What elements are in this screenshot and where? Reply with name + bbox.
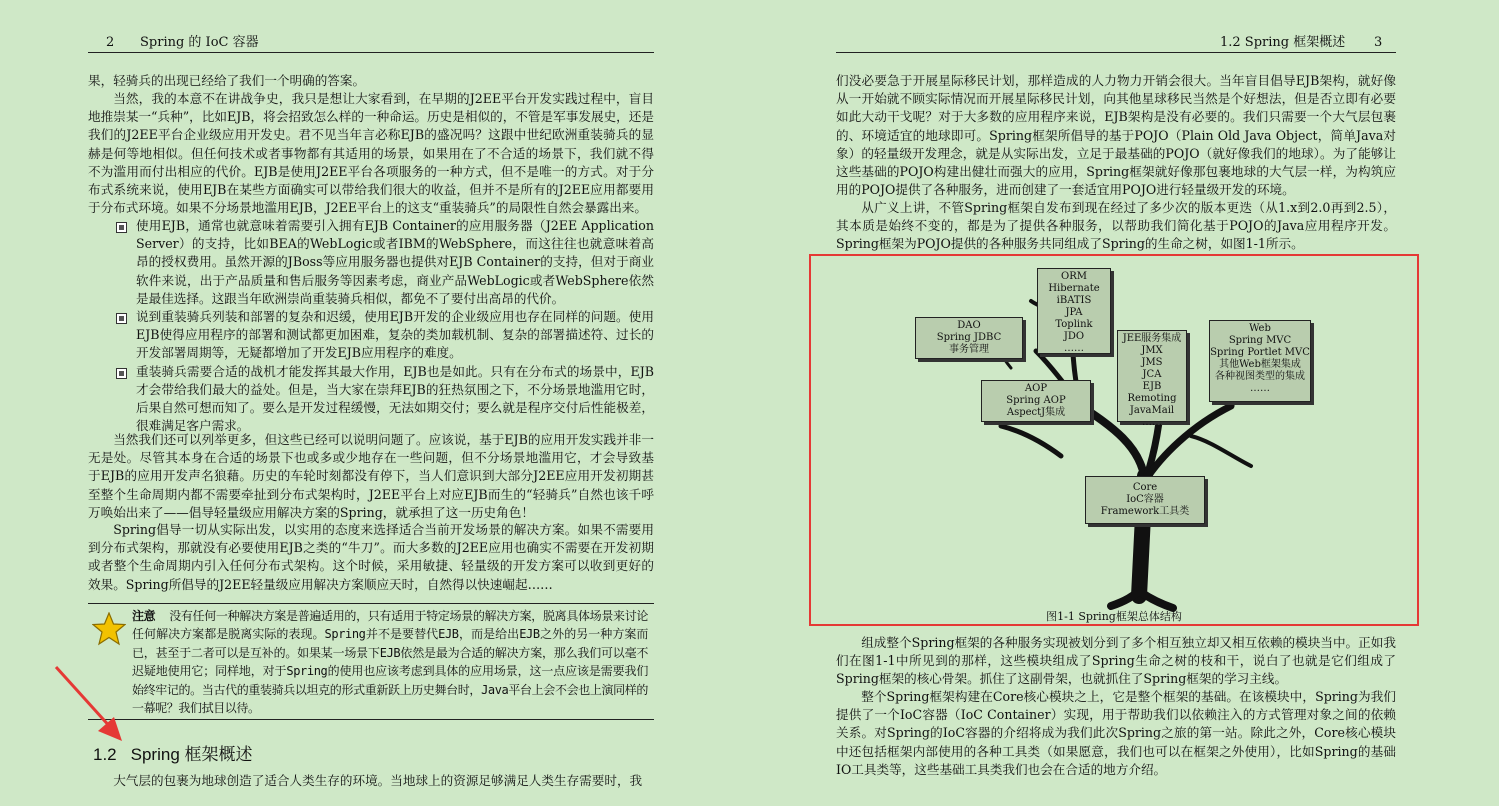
aop-module: AOP Spring AOP AspectJ集成 — [981, 380, 1091, 422]
bullet-icon — [116, 313, 127, 324]
paragraph: 组成整个Spring框架的各种服务实现被划分到了多个相互独立却又相互依赖的模块当中。正如我们在图1-1中所见到的那样，这些模块组成了Spring生命之树的枝和干，说白了也就是它们组成了Spring框架的核心骨架。抓住了这副骨架，也就抓住了Spring框架的学习主线。 — [836, 635, 1396, 687]
figure-caption: 图1-1 Spring框架总体结构 — [1046, 610, 1182, 623]
bullet-icon — [116, 368, 127, 379]
paragraph: 整个Spring框架构建在Core核心模块之上，它是整个框架的基础。在该模块中，Spring为我们提供了一个IoC容器（IoC Container）实现，用于帮助我们以依赖注入的方式管理对象之间的依赖关系。对Spring的IoC容器的介绍将成为我们此次Spring之旅的第一站。除此之外，Core核心模块中还包括框架内部使用的各种工具类（如果愿意，我们也可以在框架之外使用），比如Spring的基础IO工具类等，这些基础工具类我们也会在合适的地方介绍。 — [836, 689, 1396, 777]
spring-architecture-figure — [809, 254, 1419, 626]
list-item: 说到重装骑兵列装和部署的复杂和迟缓，使用EJB开发的企业级应用也存在同样的问题。使用EJB使得应用程序的部署和测试都更加困难，复杂的类加载机制、复杂的部署描述符、过长的开发部署周期等，无疑都增加了开发EJB应用程序的难度。 — [110, 308, 654, 363]
jee-module: JEE服务集成 JMX JMS JCA EJB Remoting JavaMail …… — [1117, 330, 1187, 422]
red-arrow-icon — [50, 665, 130, 745]
paragraph: 当然我们还可以列举更多，但这些已经可以说明问题了。应该说，基于EJB的应用开发实践并非一无是处。尽管其本身在合适的场景下也或多或少地存在一些问题，但不分场景地滥用它，才会导致基于EJB的应用开发声名狼藉。历史的车轮时刻都没有停下，当人们意识到大部分J2EE应用开发初期甚至整个生命周期内都不需要牵扯到分布式架构时，J2EE平台上对应EJB而生的“轻骑兵”自然也该千呼万唤始出来了——倡导轻量级应用解决方案的Spring，就承担了这一历史角色！ — [88, 432, 654, 520]
bullet-list — [110, 217, 654, 435]
left-page-number: 2 — [106, 35, 115, 50]
tree-drawing — [811, 256, 1417, 624]
paragraph: 果，轻骑兵的出现已经给了我们一个明确的答案。 — [88, 73, 366, 88]
right-page-header — [836, 34, 1396, 53]
left-header-title: Spring 的 IoC 容器 — [140, 35, 259, 50]
note-label: 注意 — [132, 609, 156, 623]
note-text: 注意 没有任何一种解决方案是普遍适用的，只有适用于特定场景的解决方案，脱离具体场景来讨论任何解决方案都是脱离实际的表现。Spring并不是要替代EJB，而是给出EJB之外的另一种方案而已，甚至于二者可以是互补的。如果某一场景下EJB依然是最为合适的解决方案，那么我们可以毫不迟疑地使用它；同样地，对于Spring的使用也应该考虑到具体的应用场景，这一点应该是需要我们始终牢记的。当古代的重装骑兵以坦克的形式重新跃上历史舞台时，Java平台上会不会也上演同样的一幕呢？我们拭目以待。 — [132, 609, 649, 716]
paragraph: 大气层的包裹为地球创造了适合人类生存的环境。当地球上的资源足够满足人类生存需要时，我 — [113, 773, 643, 788]
list-item: 重装骑兵需要合适的战机才能发挥其最大作用，EJB也是如此。只有在分布式的场景中，EJB才会带给我们最大的益处。但是，当大家在崇拜EJB的狂热氛围之下，不分场景地滥用它时，后果自然可想而知了。要么是开发过程缓慢，无法如期交付；要么就是程序交付后性能极差，很难满足客户需求。 — [110, 363, 654, 436]
paragraph: 从广义上讲，不管Spring框架自发布到现在经过了多少次的版本更迭（从1.x到2.0再到2.5），其本质是始终不变的，都是为了提供各种服务，以帮助我们简化基于POJO的Java应用程序开发。Spring框架为POJO提供的各种服务共同组成了Spring的生命之树，如图1-1所示。 — [836, 200, 1396, 252]
dao-module: DAO Spring JDBC 事务管理 — [915, 317, 1023, 359]
note-box — [88, 603, 654, 720]
left-page-header — [88, 34, 654, 53]
section-title: Spring 框架概述 — [130, 745, 253, 764]
bullet-icon — [116, 222, 127, 233]
right-header-title: 1.2 Spring 框架概述 — [1220, 35, 1346, 50]
star-icon — [92, 612, 126, 646]
left-page — [88, 0, 654, 806]
list-item: 使用EJB，通常也就意味着需要引入拥有EJB Container的应用服务器（J2EE Application Server）的支持，比如BEA的WebLogic或者IBM的WebSphere，而这往往也就意味着高昂的授权费用。虽然开源的JBoss等应用服务器也提供对EJB Container的支持，但对于商业软件来说，出于产品质量和售后服务等因素考虑，商业产品WebLogic或者WebSphere依然是最佳选择。这跟当年欧洲崇尚重装骑兵相似，都免不了要付出高昂的代价。 — [110, 217, 654, 308]
web-module: Web Spring MVC Spring Portlet MVC 其他Web框架集成 各种视图类型的集成 …… — [1209, 320, 1311, 402]
paragraph: 当然，我的本意不在讲战争史，我只是想让大家看到，在早期的J2EE平台开发实践过程中，盲目地推崇某一“兵种”，比如EJB，将会招致怎么样的一种命运。历史是相似的，不管是军事发展史，还是我们的J2EE平台企业级应用开发史。君不见当年言必称EJB的盛况吗？这跟中世纪欧洲重装骑兵的显赫是何等地相似。但任何技术或者事物都有其适用的场景，如果用在了不合适的场景下，我们就不得不为滥用而付出相应的代价。EJB是使用J2EE平台各项服务的一种方式，但不是唯一的方式。对于分布式系统来说，使用EJB在某些方面确实可以带给我们很大的收益，但并不是所有的J2EE应用都要用于分布式环境。如果不分场景地滥用EJB，J2EE平台上的这支“重装骑兵”的局限性自然会暴露出来。 — [88, 91, 654, 216]
paragraph: Spring倡导一切从实际出发，以实用的态度来选择适合当前开发场景的解决方案。如果不需要用到分布式架构，那就没有必要使用EJB之类的“牛刀”。而大多数的J2EE应用也确实不需要在开发初期或者整个生命周期内引入任何分布式架构。这个时候，采用敏捷、轻量级的开发方案可以收到更好的效果。Spring所倡导的J2EE轻量级应用解决方案顺应天时，自然得以快速崛起…… — [88, 522, 654, 592]
right-page — [836, 0, 1396, 806]
section-number: 1.2 — [93, 745, 117, 764]
orm-module: ORM Hibernate iBATIS JPA Toplink JDO …… — [1037, 268, 1111, 354]
right-page-number: 3 — [1374, 35, 1383, 50]
paragraph: 们没必要急于开展星际移民计划，那样造成的人力物力开销会很大。当年盲目倡导EJB架构，就好像从一开始就不顾实际情况而开展星际移民计划，向其他星球移民当然是个好想法，但是否立即有必要如此大动干戈呢？对于大多数的应用程序来说，EJB架构是没有必要的。我们只需要一个大气层包裹的、环境适宜的地球即可。Spring框架所倡导的基于POJO（Plain Old Java Object，简单Java对象）的轻量级开发理念，就是从实际出发，立足于最基础的POJO（就好像我们的地球）。为了能够让这些基础的POJO构建出健壮而强大的应用，Spring框架就好像那包裹地球的大气层一样，为构筑应用的POJO提供了各种服务，进而创建了一套适宜用POJO进行轻量级开发的环境。 — [836, 73, 1396, 198]
core-module: Core IoC容器 Framework工具类 — [1085, 476, 1205, 524]
